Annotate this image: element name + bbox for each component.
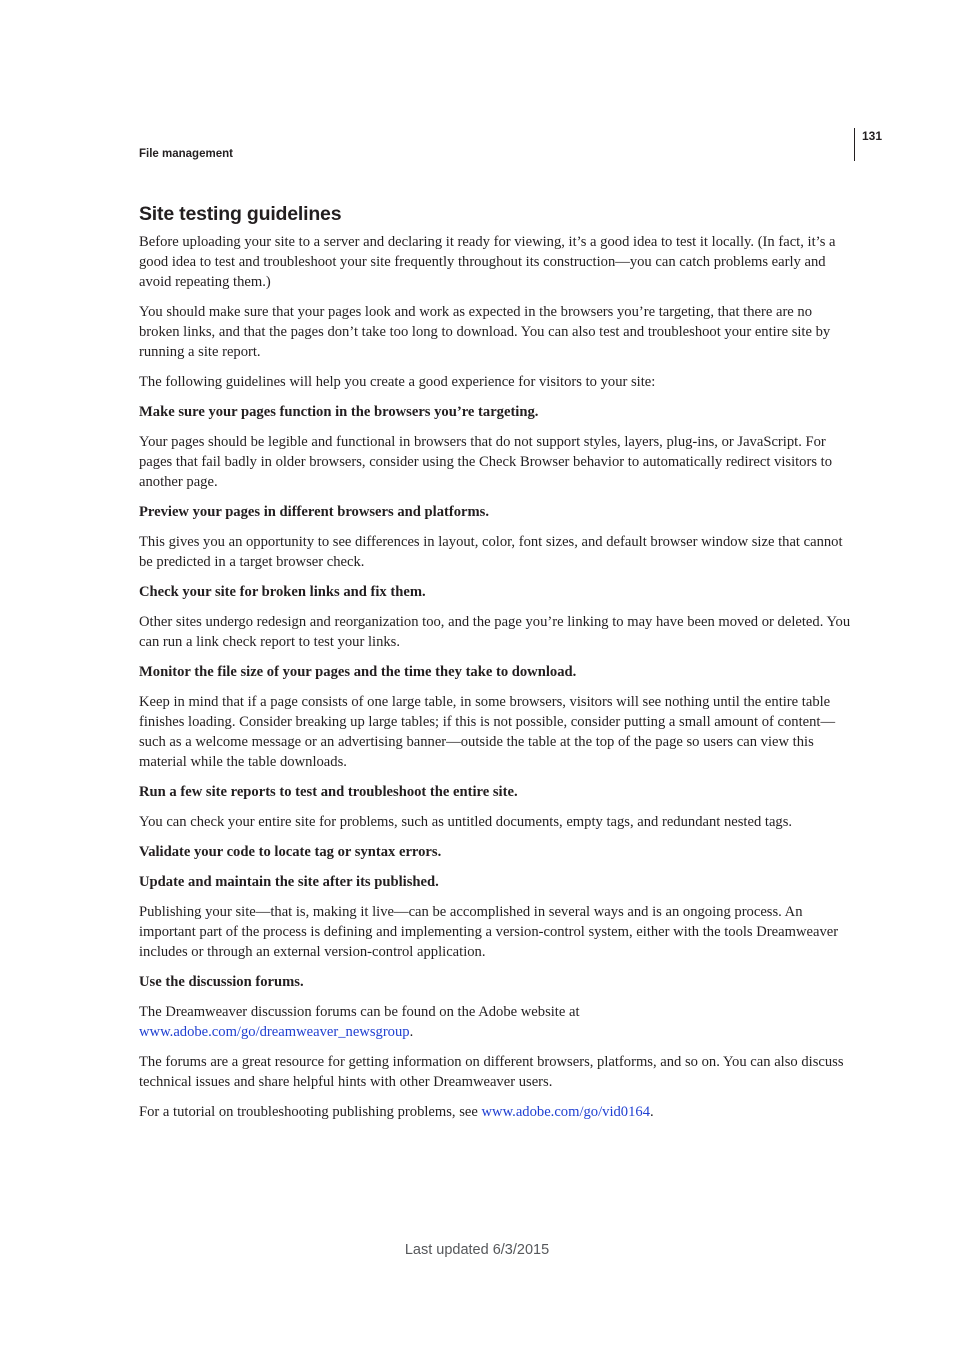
guideline-body: This gives you an opportunity to see differences in layout, color, font sizes, and default browser window size that cannot be predicted in a target browser check. (139, 534, 843, 570)
guideline-body: Publishing your site—that is, making it live—can be accomplished in several ways and is an ongoing process. An important part of the process is defining and implementing a version-control system, either with the tools Dreamweaver includes or through an external version-control application. (139, 904, 839, 960)
tutorial-link[interactable]: www.adobe.com/go/vid0164 (481, 1104, 650, 1120)
guideline-heading: Monitor the file size of your pages and the time they take to download. (139, 664, 577, 680)
punctuation: . (650, 1104, 654, 1120)
last-updated-footer: Last updated 6/3/2015 (404, 1242, 550, 1258)
intro-paragraph: The following guidelines will help you create a good experience for visitors to your site: (139, 374, 656, 390)
guideline-heading: Validate your code to locate tag or syntax errors. (139, 844, 442, 860)
forums-note: The forums are a great resource for getting information on different browsers, platforms, and so on. You can also discuss technical issues and share helpful hints with other Dreamweaver users. (139, 1054, 844, 1090)
running-head: File management (139, 148, 233, 160)
section-title: Site testing guidelines (139, 203, 342, 225)
punctuation: . (409, 1024, 414, 1040)
intro-paragraph: You should make sure that your pages look and work as expected in the browsers you’re targeting, that there are no broken links, and that the pages don’t take too long to download. You can also test and troubleshoot your entire site by running a site report. (139, 304, 831, 360)
forums-link[interactable]: www.adobe.com/go/dreamweaver_newsgroup (139, 1024, 410, 1040)
guideline-body (139, 1002, 851, 1042)
guideline-body: Keep in mind that if a page consists of one large table, in some browsers, visitors will see nothing until the entire table finishes loading. Consider breaking up large tables; if this is not possible, consider putting a small amount of content—such as a welcome message or an advertising banner—outside the table at the top of the page so users can view this material while the table downloads. (139, 694, 836, 770)
guideline-heading: Run a few site reports to test and troubleshoot the entire site. (139, 784, 518, 800)
page-number-divider (854, 128, 855, 161)
guideline-body: Other sites undergo redesign and reorganization too, and the page you’re linking to may have been moved or deleted. You can run a link check report to test your links. (139, 614, 851, 650)
guideline-heading: Use the discussion forums. (139, 974, 304, 990)
main-content (139, 200, 851, 1132)
guideline-heading: Update and maintain the site after its published. (139, 874, 439, 890)
intro-paragraph: Before uploading your site to a server and declaring it ready for viewing, it’s a good idea to test it locally. (In fact, it’s a good idea to test and troubleshoot your site frequently throughout its construction—you can catch problems early and avoid repeating them.) (139, 234, 836, 290)
guideline-heading: Check your site for broken links and fix them. (139, 584, 426, 600)
guideline-body: Your pages should be legible and functional in browsers that do not support styles, layers, plug-ins, or JavaScript. For pages that fail badly in older browsers, consider using the Check Browser behavior to automatically redirect visitors to another page. (139, 434, 833, 490)
guideline-heading: Make sure your pages function in the browsers you’re targeting. (139, 404, 539, 420)
guideline-body-text: The Dreamweaver discussion forums can be found on the Adobe website at (139, 1004, 580, 1020)
tutorial-text: For a tutorial on troubleshooting publishing problems, see (139, 1104, 482, 1120)
page-number: 131 (862, 129, 883, 143)
tutorial-paragraph (139, 1102, 851, 1122)
guideline-body: You can check your entire site for problems, such as untitled documents, empty tags, and redundant nested tags. (139, 814, 793, 830)
guideline-heading: Preview your pages in different browsers and platforms. (139, 504, 489, 520)
